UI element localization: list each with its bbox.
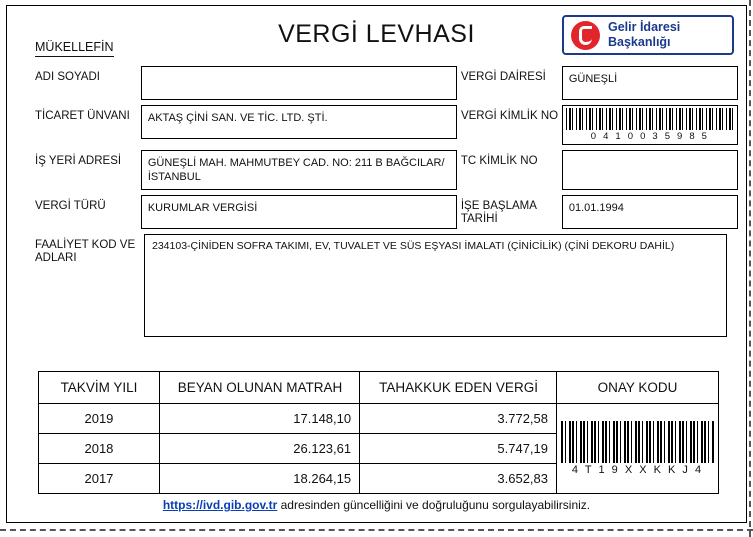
cell-vergi: 5.747,19 [360,434,557,464]
cut-line-right [749,0,751,537]
field-row-2 [16,105,738,145]
tax-summary-table [38,371,719,494]
cell-matrah: 26.123,61 [159,434,359,464]
field-row-1 [16,66,738,100]
footer-note [7,498,746,512]
gib-logo-text [608,20,680,50]
gib-logo-line1: Gelir İdaresi [608,20,681,34]
label-is-yeri-adresi: İŞ YERİ ADRESİ [35,155,122,167]
value-vergi-kimlik-no: 0 4 1 0 0 3 5 9 8 5 [590,131,710,142]
page-title: VERGİ LEVHASI [278,20,475,48]
cell-year: 2018 [39,434,160,464]
label-tc-kimlik-no: TC KİMLİK NO [460,155,538,167]
section-label-mukellefin: MÜKELLEFİN [35,40,114,57]
label-vergi-dairesi: VERGİ DAİRESİ [460,71,546,83]
value-faaliyet-kod-ve-adlari: 234103-ÇİNİDEN SOFRA TAKIMI, EV, TUVALET VE SÜS EŞYASI İMALATI (ÇİNİCİLİK) (ÇİNİ DEKORU DAHİL) [144,234,727,337]
cell-year: 2017 [39,464,160,494]
ivd-link[interactable]: https://ivd.gib.gov.tr [162,498,278,512]
value-adi-soyadi [141,66,457,100]
column-header-takvim-yili: TAKVİM YILI [39,372,160,404]
document-header [7,6,746,62]
cell-matrah: 18.264,15 [159,464,359,494]
value-ticaret-unvani: AKTAŞ ÇİNİ SAN. VE TİC. LTD. ŞTİ. [141,105,457,139]
value-vergi-dairesi: GÜNEŞLİ [562,66,738,100]
footer-text: adresinden güncelliğini ve doğruluğunu sorgulayabilirsiniz. [277,498,591,512]
value-tc-kimlik-no [562,150,738,190]
cell-vergi: 3.772,58 [360,404,557,434]
table-header-row [39,372,719,404]
cell-year: 2019 [39,404,160,434]
label-faaliyet-kod-ve-adlari: FAALİYET KOD VE ADLARI [35,239,136,264]
value-vergi-turu: KURUMLAR VERGİSİ [141,195,457,229]
column-header-tahakkuk-eden-vergi: TAHAKKUK EDEN VERGİ [360,372,557,404]
field-row-faaliyet [16,234,738,337]
field-row-4 [16,195,738,229]
value-onay-kodu: 4 T 1 9 X X K K J 4 [571,464,704,476]
label-ticaret-unvani: TİCARET ÜNVANI [35,110,130,122]
vergi-kimlik-no-barcode [562,105,738,145]
cut-line-bottom [0,529,753,531]
gib-emblem-icon [571,21,600,50]
label-vergi-turu: VERGİ TÜRÜ [35,200,106,212]
column-header-beyan-olunan-matrah: BEYAN OLUNAN MATRAH [159,372,359,404]
label-adi-soyadi: ADI SOYADI [35,71,100,83]
value-ise-baslama-tarihi: 01.01.1994 [562,195,738,229]
cell-vergi: 3.652,83 [360,464,557,494]
onay-kodu-barcode [557,404,719,494]
fields-grid [16,66,738,342]
label-vergi-kimlik-no: VERGİ KİMLİK NO [460,110,559,122]
gib-logo-line2: Başkanlığı [608,35,671,49]
label-ise-baslama-tarihi: İŞE BAŞLAMA TARİHİ [460,200,537,225]
table-row [39,404,719,434]
column-header-onay-kodu: ONAY KODU [557,372,719,404]
barcode-icon [566,108,734,130]
value-is-yeri-adresi: GÜNEŞLİ MAH. MAHMUTBEY CAD. NO: 211 B BAĞCILAR/ İSTANBUL [141,150,457,190]
onay-barcode-icon [561,421,714,463]
gib-logo [562,15,734,55]
document-sheet [6,5,747,523]
cell-matrah: 17.148,10 [159,404,359,434]
field-row-3 [16,150,738,190]
